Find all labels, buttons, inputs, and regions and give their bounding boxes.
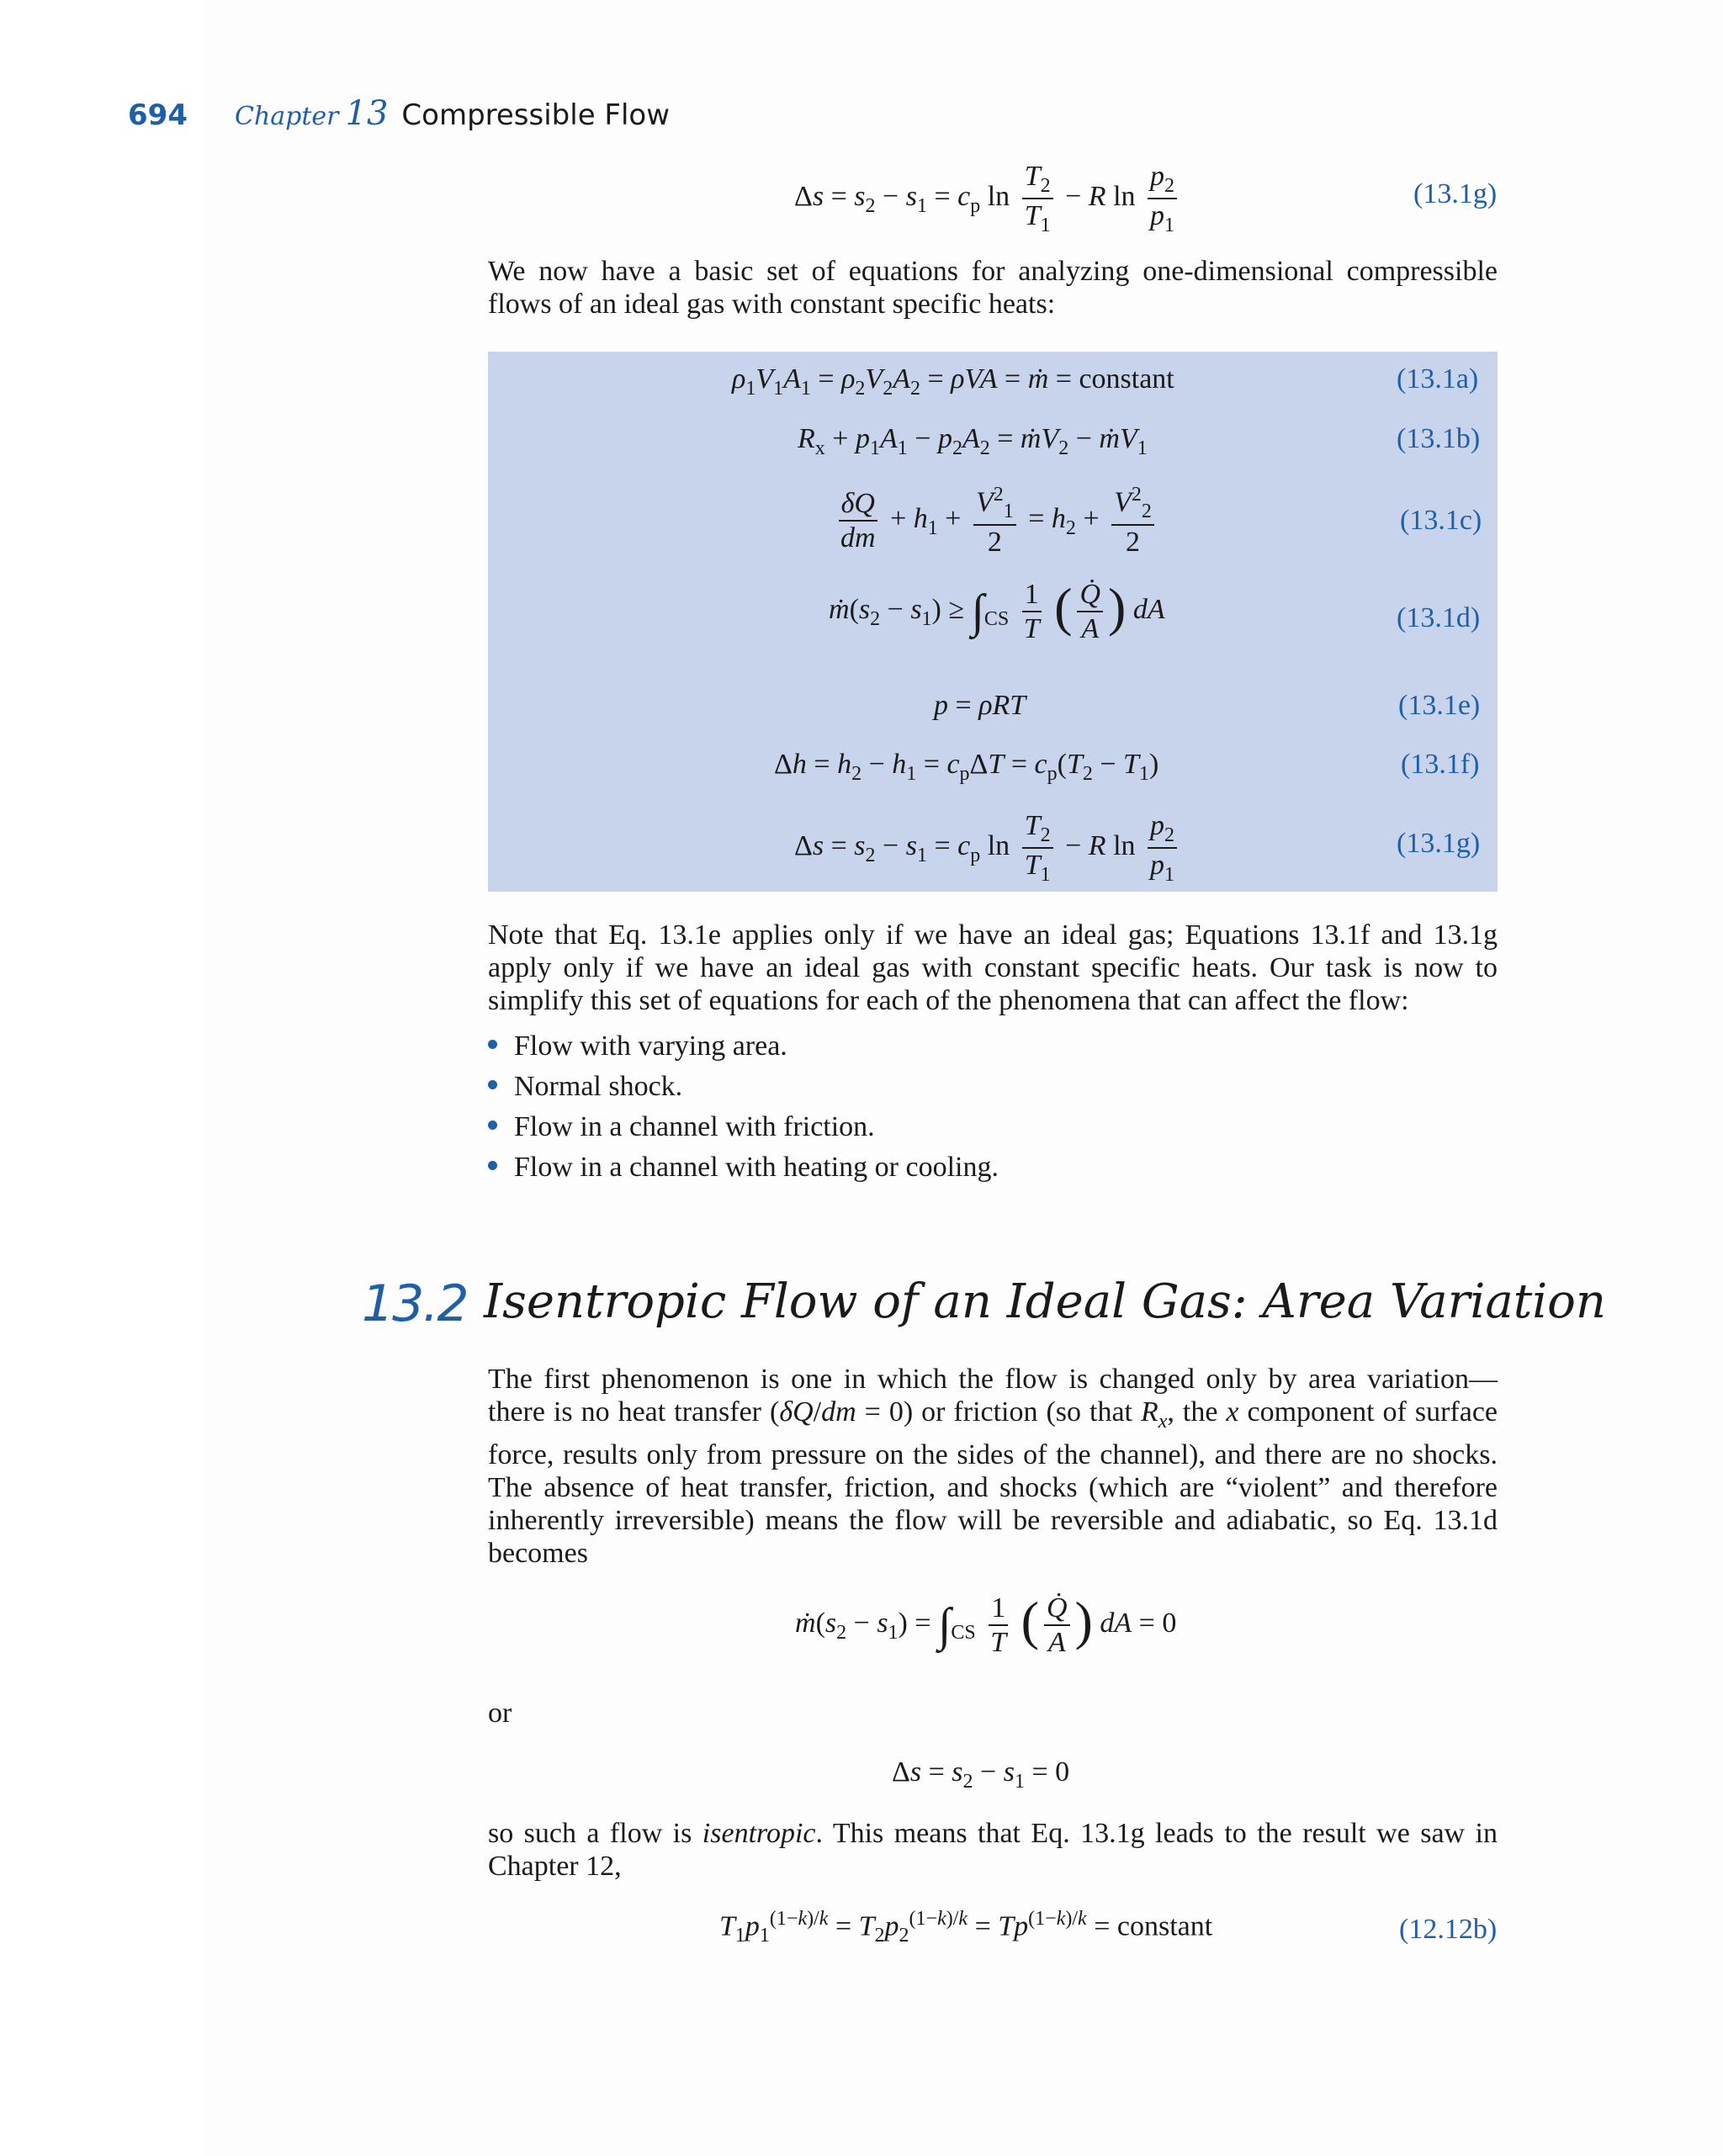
constant-word: constant [1116, 1910, 1213, 1942]
equation-number: (13.1f) [1401, 749, 1480, 780]
page-number: 694 [128, 98, 188, 132]
equation-number: (13.1d) [1397, 602, 1481, 633]
bullet-icon [488, 1161, 497, 1170]
list-item: Flow in a channel with friction. [488, 1111, 999, 1152]
isentropic-paragraph: so such a flow is isentropic. This means that Eq. 13.1g leads to the result we saw in Chapter 12, [488, 1818, 1498, 1882]
phenomena-list [488, 1030, 999, 1192]
bullet-icon [488, 1040, 497, 1049]
chapter-title: Compressible Flow [401, 98, 671, 132]
or-word: or [488, 1698, 512, 1729]
equation-13-1g-top: $\Delta s = s_2 - s_1 = c_p$ ln $\frac{T_2}{T_1}$ − R ln $\frac{p_2}{p_1}$ [794, 160, 1182, 238]
equation-number: (13.1b) [1397, 423, 1481, 454]
equation-entropy-integral: $ṁ(s_2 - s_1) = \int_{CS}$ $\frac{1}{T}$ ( $\frac{Q̇}{A}$ ) dA = 0 [795, 1591, 1177, 1659]
note-paragraph: Note that Eq. 13.1e applies only if we have an ideal gas; Equations 13.1f and 13.1g apply only if we have an ideal gas with constant specific heats. Our task is now to simplify this set of equations for each of the phenomena that can affect the flow: [488, 919, 1498, 1016]
section-title: Isentropic Flow of an Ideal Gas: Area Variation [484, 1274, 1606, 1329]
equation-13-1e: p = ρRT [934, 690, 1026, 721]
section-number: 13.2 [362, 1274, 468, 1333]
equation-13-1d: $ṁ(s_2 - s_1) \ge \int_{CS}$ $\frac{1}{T}$ ( $\frac{Q̇}{A}$ ) dA [829, 577, 1165, 645]
chapter-number: 13 [345, 94, 389, 133]
chapter-word: Chapter [234, 102, 339, 131]
constant-word: constant [1079, 363, 1174, 395]
equation-13-1g: $\Delta s = s_2 - s_1 = c_p$ ln $\frac{T_2}{T_1}$ − R ln $\frac{p_2}{p_1}$ [794, 809, 1182, 887]
equation-number: (13.1c) [1400, 505, 1482, 536]
equation-number: (13.1e) [1398, 690, 1481, 721]
equation-13-1b: $R_x + p_1A_1 - p_2A_2$ = ṁV$_2$ − ṁV$_1$ [798, 423, 1148, 459]
list-item: Flow in a channel with heating or cooling. [488, 1152, 999, 1192]
equation-number: (12.12b) [1399, 1914, 1498, 1945]
list-item: Normal shock. [488, 1071, 999, 1111]
equation-number: (13.1a) [1397, 363, 1479, 395]
equation-13-1f: $\Delta h = h_2 - h_1 = c_p\Delta T = c_p(T_2 - T_1)$ [774, 749, 1159, 785]
equation-12-12b: $T_1p_1^{(1-k)/k} = T_2p_2^{(1-k)/k} = Tp^{(1-k)/k}$ = constant [719, 1908, 1213, 1947]
equation-number: (13.1g) [1413, 178, 1498, 209]
equation-13-1a: $\rho_1V_1A_1 = \rho_2V_2A_2 = \rho VA$ = ṁ = constant [732, 363, 1174, 400]
section-paragraph: The first phenomenon is one in which the flow is changed only by area variation— there is no heat transfer (δQ/dm = 0) or friction (so that $R_x$, the x component of surface force, results only from pressure on the sides of the channel), and there are no shocks. The absence of heat transfer, friction, and shocks (which are “violent” and therefore inherently irreversible) means the flow will be reversible and adiabatic, so Eq. 13.1d becomes [488, 1364, 1498, 1569]
page-margin [0, 0, 205, 2156]
bullet-icon [488, 1120, 497, 1130]
equation-number: (13.1g) [1397, 828, 1481, 859]
intro-paragraph: We now have a basic set of equations for analyzing one-dimensional compressible flows of an ideal gas with constant specific heats: [488, 256, 1498, 320]
list-item: Flow with varying area. [488, 1030, 999, 1071]
equation-delta-s-zero: $\Delta s = s_2 - s_1 = 0$ [892, 1756, 1070, 1793]
equation-13-1c: $\frac{\delta Q}{dm}$ + $h_1$ + $\frac{V^2_1}{2}$ = $h_2$ + $\frac{V^2_2}{2}$ [833, 484, 1159, 559]
running-head [128, 94, 670, 138]
bullet-icon [488, 1080, 497, 1089]
